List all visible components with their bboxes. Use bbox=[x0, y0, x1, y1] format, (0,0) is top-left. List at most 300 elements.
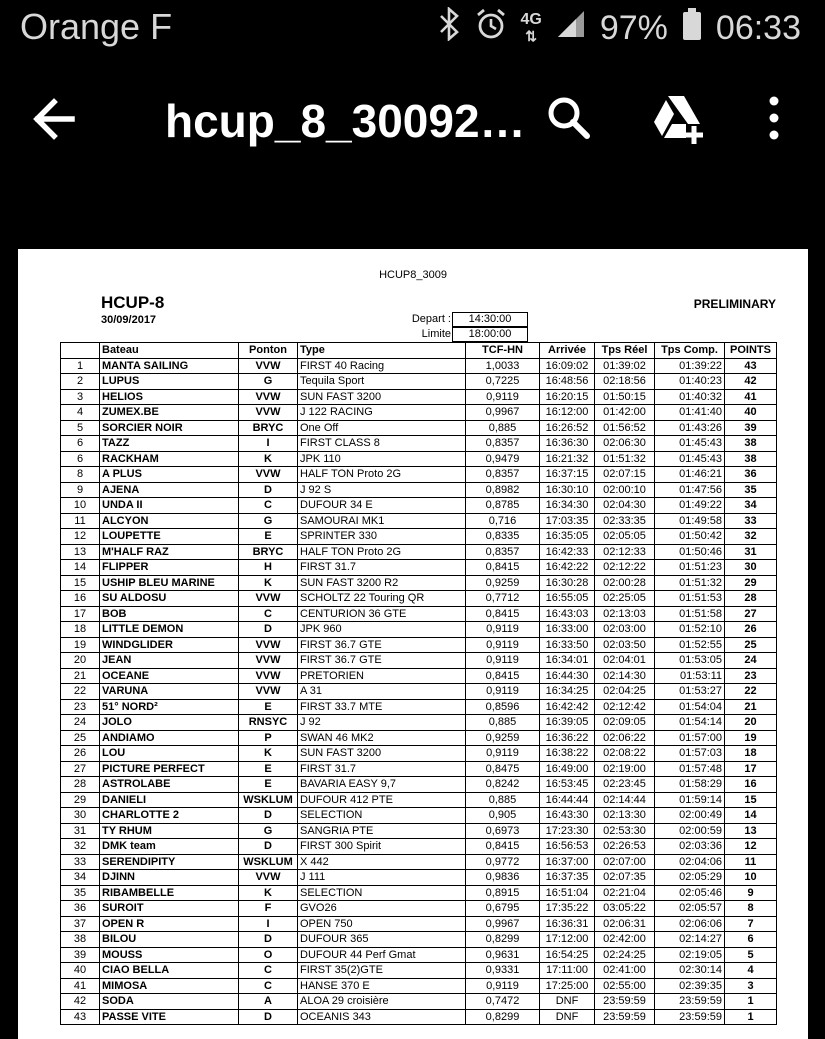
cell-real-time: 02:04:01 bbox=[595, 653, 655, 669]
carrier-name: Orange F bbox=[20, 6, 173, 47]
cell-corrected-time: 02:19:05 bbox=[655, 947, 725, 963]
cell-corrected-time: 02:05:46 bbox=[655, 885, 725, 901]
cell-corrected-time: 02:03:36 bbox=[655, 839, 725, 855]
cell-arrival-time: 16:44:44 bbox=[540, 792, 595, 808]
cell-boat-name: JOLO bbox=[100, 715, 239, 731]
cell-rank: 3 bbox=[61, 389, 100, 405]
cell-arrival-time: 16:43:03 bbox=[540, 606, 595, 622]
cell-real-time: 02:41:00 bbox=[595, 963, 655, 979]
cell-rank: 2 bbox=[61, 374, 100, 390]
cell-points: 38 bbox=[725, 436, 777, 452]
cell-rank: 34 bbox=[61, 870, 100, 886]
cell-ponton: P bbox=[239, 730, 298, 746]
cell-rank: 43 bbox=[61, 1009, 100, 1025]
column-header-arrival-time: Arrivée bbox=[540, 343, 595, 359]
battery-icon bbox=[682, 7, 702, 50]
cell-boat-name: LUPUS bbox=[100, 374, 239, 390]
cell-rank: 6 bbox=[61, 451, 100, 467]
race-name: HCUP-8 bbox=[101, 293, 165, 312]
cell-ponton: C bbox=[239, 606, 298, 622]
cell-points: 29 bbox=[725, 575, 777, 591]
cell-rank: 4 bbox=[61, 405, 100, 421]
cell-boat-type: DUFOUR 412 PTE bbox=[298, 792, 466, 808]
cell-boat-type: BAVARIA EASY 9,7 bbox=[298, 777, 466, 793]
cell-boat-name: FLIPPER bbox=[100, 560, 239, 576]
cell-corrected-time: 01:54:04 bbox=[655, 699, 725, 715]
cell-rank: 9 bbox=[61, 482, 100, 498]
depart-time: 14:30:00 bbox=[452, 312, 528, 327]
cell-boat-type: SAMOURAI MK1 bbox=[298, 513, 466, 529]
cell-boat-name: USHIP BLEU MARINE bbox=[100, 575, 239, 591]
alarm-icon bbox=[475, 7, 507, 50]
cell-arrival-time: 16:34:25 bbox=[540, 684, 595, 700]
table-row bbox=[61, 498, 777, 514]
cell-real-time: 01:42:00 bbox=[595, 405, 655, 421]
cell-rank: 31 bbox=[61, 823, 100, 839]
cell-corrected-time: 02:06:06 bbox=[655, 916, 725, 932]
cell-rank: 30 bbox=[61, 808, 100, 824]
cell-real-time: 23:59:59 bbox=[595, 994, 655, 1010]
cell-boat-name: 51° NORD² bbox=[100, 699, 239, 715]
cell-rank: 27 bbox=[61, 761, 100, 777]
cell-ponton: BRYC bbox=[239, 420, 298, 436]
cell-ponton: RNSYC bbox=[239, 715, 298, 731]
cell-points: 23 bbox=[725, 668, 777, 684]
column-header-corrected-time: Tps Comp. bbox=[655, 343, 725, 359]
cell-tcf-hn: 0,9259 bbox=[466, 730, 540, 746]
more-vert-icon[interactable] bbox=[762, 94, 786, 142]
cell-ponton: A bbox=[239, 994, 298, 1010]
cell-real-time: 02:12:42 bbox=[595, 699, 655, 715]
cell-tcf-hn: 0,8415 bbox=[466, 606, 540, 622]
cell-boat-type: FIRST CLASS 8 bbox=[298, 436, 466, 452]
cell-rank: 18 bbox=[61, 622, 100, 638]
cell-points: 28 bbox=[725, 591, 777, 607]
cell-rank: 16 bbox=[61, 591, 100, 607]
cell-points: 24 bbox=[725, 653, 777, 669]
limite-time: 18:00:00 bbox=[452, 327, 528, 342]
cell-ponton: VVW bbox=[239, 591, 298, 607]
cell-points: 6 bbox=[725, 932, 777, 948]
cell-real-time: 02:26:53 bbox=[595, 839, 655, 855]
cell-real-time: 02:19:00 bbox=[595, 761, 655, 777]
cell-points: 19 bbox=[725, 730, 777, 746]
cell-points: 1 bbox=[725, 1009, 777, 1025]
cell-boat-name: SERENDIPITY bbox=[100, 854, 239, 870]
table-row bbox=[61, 389, 777, 405]
cell-corrected-time: 01:50:42 bbox=[655, 529, 725, 545]
cell-real-time: 23:59:59 bbox=[595, 1009, 655, 1025]
results-status: PRELIMINARY bbox=[693, 297, 776, 311]
table-row bbox=[61, 529, 777, 545]
cell-real-time: 01:56:52 bbox=[595, 420, 655, 436]
cell-boat-type: CENTURION 36 GTE bbox=[298, 606, 466, 622]
cell-rank: 12 bbox=[61, 529, 100, 545]
cell-boat-name: TY RHUM bbox=[100, 823, 239, 839]
cell-real-time: 02:21:04 bbox=[595, 885, 655, 901]
cell-points: 38 bbox=[725, 451, 777, 467]
cell-boat-name: OPEN R bbox=[100, 916, 239, 932]
cell-points: 14 bbox=[725, 808, 777, 824]
cell-boat-type: HANSE 370 E bbox=[298, 978, 466, 994]
cell-boat-type: One Off bbox=[298, 420, 466, 436]
table-row bbox=[61, 575, 777, 591]
cell-corrected-time: 01:45:43 bbox=[655, 436, 725, 452]
cell-ponton: I bbox=[239, 436, 298, 452]
cell-boat-name: SUROIT bbox=[100, 901, 239, 917]
cell-tcf-hn: 0,8357 bbox=[466, 467, 540, 483]
cell-tcf-hn: 0,9119 bbox=[466, 684, 540, 700]
cell-corrected-time: 01:43:26 bbox=[655, 420, 725, 436]
table-row bbox=[61, 544, 777, 560]
cell-tcf-hn: 0,8415 bbox=[466, 560, 540, 576]
cell-boat-type: SWAN 46 MK2 bbox=[298, 730, 466, 746]
cell-boat-type: FIRST 33.7 MTE bbox=[298, 699, 466, 715]
cell-ponton: D bbox=[239, 482, 298, 498]
cell-boat-name: DMK team bbox=[100, 839, 239, 855]
cell-rank: 14 bbox=[61, 560, 100, 576]
cell-arrival-time: 16:20:15 bbox=[540, 389, 595, 405]
cell-real-time: 02:13:03 bbox=[595, 606, 655, 622]
table-row bbox=[61, 482, 777, 498]
cell-points: 1 bbox=[725, 994, 777, 1010]
cell-points: 25 bbox=[725, 637, 777, 653]
cell-rank: 25 bbox=[61, 730, 100, 746]
cell-boat-type: J 122 RACING bbox=[298, 405, 466, 421]
cell-boat-name: BILOU bbox=[100, 932, 239, 948]
cell-corrected-time: 01:51:32 bbox=[655, 575, 725, 591]
clock: 06:33 bbox=[715, 8, 801, 47]
cell-corrected-time: 23:59:59 bbox=[655, 994, 725, 1010]
cell-rank: 10 bbox=[61, 498, 100, 514]
cell-rank: 1 bbox=[61, 358, 100, 374]
cell-rank: 26 bbox=[61, 746, 100, 762]
cell-tcf-hn: 0,8475 bbox=[466, 761, 540, 777]
cell-corrected-time: 01:57:03 bbox=[655, 746, 725, 762]
cell-rank: 37 bbox=[61, 916, 100, 932]
cell-boat-name: BOB bbox=[100, 606, 239, 622]
cell-rank: 36 bbox=[61, 901, 100, 917]
cell-tcf-hn: 0,9119 bbox=[466, 746, 540, 762]
cell-boat-type: FIRST 31.7 bbox=[298, 761, 466, 777]
cell-arrival-time: 16:51:04 bbox=[540, 885, 595, 901]
cell-ponton: G bbox=[239, 513, 298, 529]
cell-points: 10 bbox=[725, 870, 777, 886]
cell-ponton: I bbox=[239, 916, 298, 932]
cell-tcf-hn: 0,8335 bbox=[466, 529, 540, 545]
table-row bbox=[61, 699, 777, 715]
cell-boat-name: JEAN bbox=[100, 653, 239, 669]
cell-corrected-time: 01:40:23 bbox=[655, 374, 725, 390]
cell-arrival-time: 16:09:02 bbox=[540, 358, 595, 374]
cell-real-time: 02:04:25 bbox=[595, 684, 655, 700]
cell-points: 40 bbox=[725, 405, 777, 421]
cell-boat-name: LOUPETTE bbox=[100, 529, 239, 545]
cell-real-time: 02:13:30 bbox=[595, 808, 655, 824]
cell-boat-name: CHARLOTTE 2 bbox=[100, 808, 239, 824]
cell-ponton: D bbox=[239, 622, 298, 638]
cell-real-time: 02:14:44 bbox=[595, 792, 655, 808]
cell-points: 20 bbox=[725, 715, 777, 731]
cell-corrected-time: 01:53:11 bbox=[655, 668, 725, 684]
column-header-ponton: Ponton bbox=[239, 343, 298, 359]
results-table bbox=[60, 342, 777, 1025]
cell-tcf-hn: 0,9967 bbox=[466, 405, 540, 421]
cell-arrival-time: 16:39:05 bbox=[540, 715, 595, 731]
cell-corrected-time: 02:14:27 bbox=[655, 932, 725, 948]
cell-boat-name: AJENA bbox=[100, 482, 239, 498]
cell-points: 34 bbox=[725, 498, 777, 514]
cell-boat-type: J 92 S bbox=[298, 482, 466, 498]
cell-boat-type: J 92 bbox=[298, 715, 466, 731]
cell-ponton: H bbox=[239, 560, 298, 576]
cell-arrival-time: 17:25:00 bbox=[540, 978, 595, 994]
table-row bbox=[61, 653, 777, 669]
cell-boat-name: SODA bbox=[100, 994, 239, 1010]
app-bar bbox=[0, 56, 825, 186]
cell-rank: 23 bbox=[61, 699, 100, 715]
cell-corrected-time: 01:57:48 bbox=[655, 761, 725, 777]
cell-tcf-hn: 0,885 bbox=[466, 715, 540, 731]
cell-ponton: E bbox=[239, 761, 298, 777]
cell-tcf-hn: 0,7225 bbox=[466, 374, 540, 390]
cell-arrival-time: 17:03:35 bbox=[540, 513, 595, 529]
cell-rank: 8 bbox=[61, 467, 100, 483]
cell-tcf-hn: 0,8415 bbox=[466, 668, 540, 684]
cell-corrected-time: 01:45:43 bbox=[655, 451, 725, 467]
status-icons bbox=[423, 6, 802, 50]
cell-ponton: C bbox=[239, 978, 298, 994]
cell-boat-type: SCHOLTZ 22 Touring QR bbox=[298, 591, 466, 607]
cell-boat-name: PICTURE PERFECT bbox=[100, 761, 239, 777]
cell-real-time: 02:00:28 bbox=[595, 575, 655, 591]
table-row bbox=[61, 978, 777, 994]
race-date: 30/09/2017 bbox=[101, 314, 157, 326]
cell-corrected-time: 01:57:00 bbox=[655, 730, 725, 746]
cell-boat-type: HALF TON Proto 2G bbox=[298, 467, 466, 483]
cell-rank: 21 bbox=[61, 668, 100, 684]
cell-arrival-time: 16:36:22 bbox=[540, 730, 595, 746]
cell-arrival-time: 16:34:01 bbox=[540, 653, 595, 669]
cell-arrival-time: 17:11:00 bbox=[540, 963, 595, 979]
cell-boat-type: FIRST 300 Spirit bbox=[298, 839, 466, 855]
table-row bbox=[61, 761, 777, 777]
table-row bbox=[61, 668, 777, 684]
table-row bbox=[61, 808, 777, 824]
cell-corrected-time: 02:04:06 bbox=[655, 854, 725, 870]
cell-arrival-time: 16:42:33 bbox=[540, 544, 595, 560]
cell-rank: 42 bbox=[61, 994, 100, 1010]
table-row bbox=[61, 358, 777, 374]
cell-tcf-hn: 0,8299 bbox=[466, 1009, 540, 1025]
cell-boat-name: ANDIAMO bbox=[100, 730, 239, 746]
cell-points: 21 bbox=[725, 699, 777, 715]
table-row bbox=[61, 916, 777, 932]
cell-boat-type: JPK 110 bbox=[298, 451, 466, 467]
cell-boat-name: RIBAMBELLE bbox=[100, 885, 239, 901]
cell-corrected-time: 01:53:05 bbox=[655, 653, 725, 669]
cell-points: 16 bbox=[725, 777, 777, 793]
back-arrow-icon[interactable] bbox=[28, 92, 82, 146]
cell-boat-type: SANGRIA PTE bbox=[298, 823, 466, 839]
cell-real-time: 01:39:02 bbox=[595, 358, 655, 374]
table-row bbox=[61, 932, 777, 948]
cell-arrival-time: 16:55:05 bbox=[540, 591, 595, 607]
cell-corrected-time: 02:30:14 bbox=[655, 963, 725, 979]
cell-rank: 28 bbox=[61, 777, 100, 793]
battery-percent: 97% bbox=[599, 8, 668, 47]
cell-tcf-hn: 0,8357 bbox=[466, 544, 540, 560]
cell-boat-type: OPEN 750 bbox=[298, 916, 466, 932]
cell-boat-type: SUN FAST 3200 bbox=[298, 746, 466, 762]
cell-tcf-hn: 0,9119 bbox=[466, 637, 540, 653]
table-row bbox=[61, 777, 777, 793]
cell-arrival-time: 16:36:31 bbox=[540, 916, 595, 932]
cell-arrival-time: 16:33:50 bbox=[540, 637, 595, 653]
cell-points: 17 bbox=[725, 761, 777, 777]
cell-tcf-hn: 0,8357 bbox=[466, 436, 540, 452]
cell-boat-type: SELECTION bbox=[298, 885, 466, 901]
cell-corrected-time: 23:59:59 bbox=[655, 1009, 725, 1025]
cell-tcf-hn: 0,9479 bbox=[466, 451, 540, 467]
drive-add-icon[interactable] bbox=[650, 94, 706, 144]
cell-rank: 15 bbox=[61, 575, 100, 591]
cell-ponton: VVW bbox=[239, 684, 298, 700]
cell-boat-type: DUFOUR 44 Perf Gmat bbox=[298, 947, 466, 963]
cell-rank: 24 bbox=[61, 715, 100, 731]
cell-points: 13 bbox=[725, 823, 777, 839]
cell-arrival-time: 16:30:28 bbox=[540, 575, 595, 591]
cell-rank: 19 bbox=[61, 637, 100, 653]
cell-tcf-hn: 0,9967 bbox=[466, 916, 540, 932]
table-row bbox=[61, 792, 777, 808]
cell-boat-type: A 31 bbox=[298, 684, 466, 700]
table-row bbox=[61, 420, 777, 436]
cell-boat-type: JPK 960 bbox=[298, 622, 466, 638]
cell-real-time: 02:24:25 bbox=[595, 947, 655, 963]
cell-arrival-time: 16:37:15 bbox=[540, 467, 595, 483]
cell-corrected-time: 01:58:29 bbox=[655, 777, 725, 793]
cell-tcf-hn: 0,9631 bbox=[466, 947, 540, 963]
cell-arrival-time: 16:21:32 bbox=[540, 451, 595, 467]
cell-real-time: 02:09:05 bbox=[595, 715, 655, 731]
cell-ponton: F bbox=[239, 901, 298, 917]
cell-boat-name: M'HALF RAZ bbox=[100, 544, 239, 560]
cell-arrival-time: 16:49:00 bbox=[540, 761, 595, 777]
cell-arrival-time: 16:43:30 bbox=[540, 808, 595, 824]
cell-boat-name: OCEANE bbox=[100, 668, 239, 684]
cell-boat-name: ASTROLABE bbox=[100, 777, 239, 793]
cell-corrected-time: 02:00:49 bbox=[655, 808, 725, 824]
cell-corrected-time: 02:05:57 bbox=[655, 901, 725, 917]
cell-points: 33 bbox=[725, 513, 777, 529]
pdf-page[interactable] bbox=[18, 249, 808, 1039]
cell-corrected-time: 02:39:35 bbox=[655, 978, 725, 994]
cell-points: 4 bbox=[725, 963, 777, 979]
cell-real-time: 02:14:30 bbox=[595, 668, 655, 684]
cell-corrected-time: 01:49:22 bbox=[655, 498, 725, 514]
column-header-real-time: Tps Réel bbox=[595, 343, 655, 359]
table-header-row bbox=[61, 343, 777, 359]
cell-tcf-hn: 0,8596 bbox=[466, 699, 540, 715]
table-row bbox=[61, 854, 777, 870]
cell-ponton: G bbox=[239, 374, 298, 390]
cell-tcf-hn: 0,9119 bbox=[466, 622, 540, 638]
cell-boat-name: LITTLE DEMON bbox=[100, 622, 239, 638]
cell-boat-name: MOUSS bbox=[100, 947, 239, 963]
cell-arrival-time: DNF bbox=[540, 1009, 595, 1025]
cell-points: 11 bbox=[725, 854, 777, 870]
cell-tcf-hn: 1,0033 bbox=[466, 358, 540, 374]
cell-tcf-hn: 0,8915 bbox=[466, 885, 540, 901]
cell-arrival-time: 16:37:35 bbox=[540, 870, 595, 886]
cell-corrected-time: 01:51:53 bbox=[655, 591, 725, 607]
table-row bbox=[61, 823, 777, 839]
cell-ponton: E bbox=[239, 777, 298, 793]
cell-boat-name: RACKHAM bbox=[100, 451, 239, 467]
cell-arrival-time: 16:53:45 bbox=[540, 777, 595, 793]
cell-points: 36 bbox=[725, 467, 777, 483]
cell-rank: 32 bbox=[61, 839, 100, 855]
search-icon[interactable] bbox=[545, 94, 593, 142]
cell-tcf-hn: 0,8982 bbox=[466, 482, 540, 498]
cell-real-time: 02:06:22 bbox=[595, 730, 655, 746]
cell-points: 5 bbox=[725, 947, 777, 963]
cell-real-time: 02:12:22 bbox=[595, 560, 655, 576]
cell-ponton: C bbox=[239, 498, 298, 514]
cell-points: 22 bbox=[725, 684, 777, 700]
cell-ponton: VVW bbox=[239, 467, 298, 483]
cell-boat-type: SUN FAST 3200 R2 bbox=[298, 575, 466, 591]
cell-real-time: 02:04:30 bbox=[595, 498, 655, 514]
cell-boat-name: DANIELI bbox=[100, 792, 239, 808]
cell-arrival-time: 16:12:00 bbox=[540, 405, 595, 421]
cell-arrival-time: 17:23:30 bbox=[540, 823, 595, 839]
page-header: HCUP8_3009 bbox=[379, 269, 447, 281]
cell-rank: 39 bbox=[61, 947, 100, 963]
cell-arrival-time: 16:44:30 bbox=[540, 668, 595, 684]
cell-boat-name: VARUNA bbox=[100, 684, 239, 700]
network-type-label: 4G bbox=[520, 10, 542, 28]
cell-boat-name: ALCYON bbox=[100, 513, 239, 529]
cell-real-time: 02:00:10 bbox=[595, 482, 655, 498]
cell-boat-type: Tequila Sport bbox=[298, 374, 466, 390]
cell-real-time: 02:06:31 bbox=[595, 916, 655, 932]
cell-ponton: D bbox=[239, 1009, 298, 1025]
cell-points: 7 bbox=[725, 916, 777, 932]
cell-corrected-time: 01:52:55 bbox=[655, 637, 725, 653]
cell-real-time: 02:06:30 bbox=[595, 436, 655, 452]
cell-arrival-time: 16:26:52 bbox=[540, 420, 595, 436]
cell-ponton: VVW bbox=[239, 668, 298, 684]
cell-real-time: 02:08:22 bbox=[595, 746, 655, 762]
cell-points: 39 bbox=[725, 420, 777, 436]
cell-corrected-time: 01:53:27 bbox=[655, 684, 725, 700]
cell-tcf-hn: 0,8242 bbox=[466, 777, 540, 793]
cell-boat-name: HELIOS bbox=[100, 389, 239, 405]
cell-arrival-time: 16:54:25 bbox=[540, 947, 595, 963]
cell-tcf-hn: 0,905 bbox=[466, 808, 540, 824]
cell-boat-name: DJINN bbox=[100, 870, 239, 886]
cell-points: 35 bbox=[725, 482, 777, 498]
cell-arrival-time: 16:37:00 bbox=[540, 854, 595, 870]
cell-boat-type: FIRST 40 Racing bbox=[298, 358, 466, 374]
cell-ponton: D bbox=[239, 839, 298, 855]
cell-boat-type: FIRST 36.7 GTE bbox=[298, 637, 466, 653]
cell-boat-name: ZUMEX.BE bbox=[100, 405, 239, 421]
cell-ponton: VVW bbox=[239, 653, 298, 669]
cell-rank: 6 bbox=[61, 436, 100, 452]
